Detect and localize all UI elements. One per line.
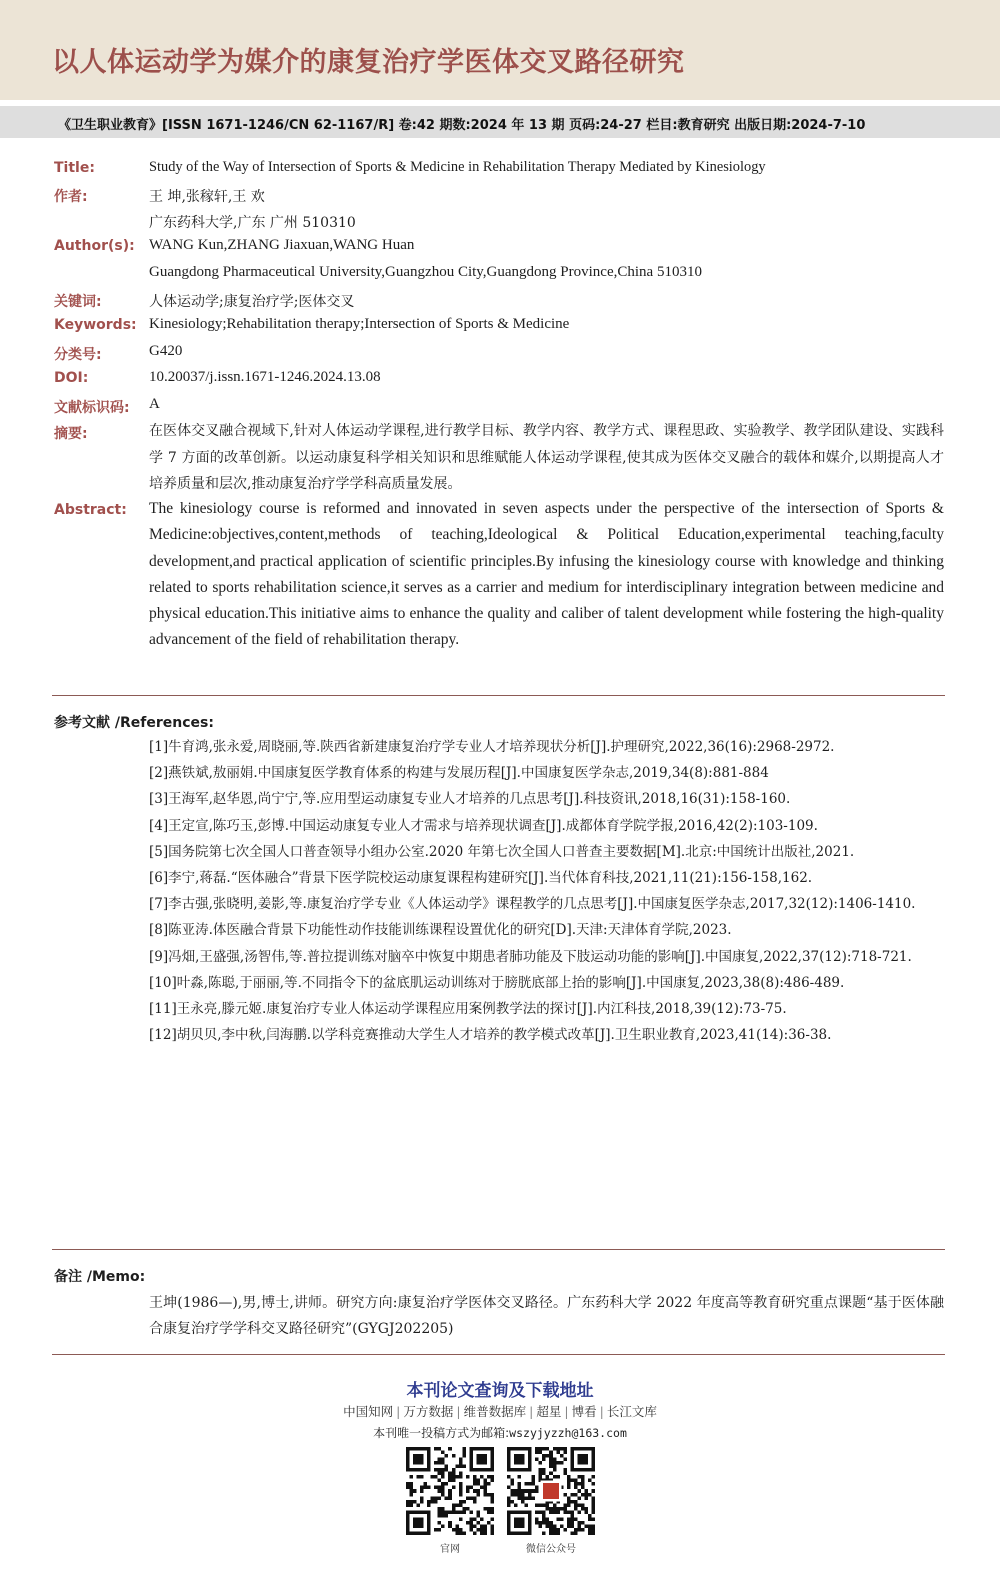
footer-title: 本刊论文查询及下载地址 xyxy=(406,1381,594,1401)
abstract-en-text: The kinesiology course is reformed and innovated in seven aspects under the perspective of the intersection of Sports & Medicine:objectives,content,methods of teaching,Ideological & Political Education,experimental teaching,faculty development,and practical application of scientific principles.By infusing the kinesiology course with knowledge and thinking related to sports rehabilitation science,it serves as a carrier and medium for interdisciplinary integration between medicine and physical education.This initiative aims to enhance the quality and caliber of talent development while fostering the high-quality advancement of the field of rehabilitation therapy. xyxy=(149,500,944,649)
keywords-cn-label: 关键词: xyxy=(54,294,102,310)
abstract-en-label: Abstract: xyxy=(54,502,127,518)
divider-references xyxy=(52,695,945,696)
affiliation-en-value: Guangdong Pharmaceutical University,Guangzhou City,Guangdong Province,China 510310 xyxy=(149,264,702,280)
database-link[interactable]: 超星 xyxy=(536,1404,562,1419)
database-link[interactable]: 万方数据 xyxy=(403,1404,454,1419)
divider-footer xyxy=(52,1354,945,1355)
reference-item: [6]李宁,蒋磊.“医体融合”背景下医学院校运动康复课程构建研究[J].当代体育科技,2021,11(21):156-158,162. xyxy=(149,870,813,887)
database-link[interactable]: 中国知网 xyxy=(343,1404,394,1419)
title-en-label: Title: xyxy=(54,160,95,176)
classification-value: G420 xyxy=(149,343,183,359)
doc-code-label: 文献标识码: xyxy=(54,400,130,416)
reference-item: [9]冯畑,王盛强,汤智伟,等.普拉提训练对脑卒中恢复中期患者肺功能及下肢运动功能的影响[J].中国康复,2022,37(12):718-721. xyxy=(149,948,912,965)
database-separator: | xyxy=(599,1404,604,1419)
email-label: 本刊唯一投稿方式为邮箱: xyxy=(373,1426,510,1440)
authors-cn-label: 作者: xyxy=(54,189,88,205)
page-title: 以人体运动学为媒介的康复治疗学医体交叉路径研究 xyxy=(52,47,685,78)
database-link[interactable]: 维普数据库 xyxy=(463,1404,527,1419)
email-address[interactable]: wszyjyzzh@163.com xyxy=(509,1426,627,1440)
reference-item: [3]王海军,赵华恩,尚宁宁,等.应用型运动康复专业人才培养的几点思考[J].科技资讯,2018,16(31):158-160. xyxy=(149,791,791,808)
journal-meta-line: 《卫生职业教育》[ISSN 1671-1246/CN 62-1167/R] 卷:42 期数:2024 年 13 期 页码:24-27 栏目:教育研究 出版日期:2024-7-10 xyxy=(58,118,866,133)
doi-label: DOI: xyxy=(54,370,89,386)
memo-label: 备注 /Memo: xyxy=(54,1269,146,1285)
qr-caption-website: 官网 xyxy=(440,1544,460,1555)
title-en-value: Study of the Way of Intersection of Sports & Medicine in Rehabilitation Therapy Mediated by Kinesiology xyxy=(149,159,766,175)
divider-memo xyxy=(52,1249,945,1250)
database-link[interactable]: 博看 xyxy=(571,1404,597,1419)
authors-cn-value: 王 坤,张稼轩,王 欢 xyxy=(149,189,265,205)
abstract-cn-label: 摘要: xyxy=(54,426,88,442)
database-link[interactable]: 长江文库 xyxy=(606,1404,657,1419)
classification-label: 分类号: xyxy=(54,347,102,363)
keywords-cn-value: 人体运动学;康复治疗学;医体交叉 xyxy=(149,294,355,310)
reference-item: [8]陈亚涛.体医融合背景下功能性动作技能训练课程设置优化的研究[D].天津:天津体育学院,2023. xyxy=(149,922,732,939)
references-label: 参考文献 /References: xyxy=(54,715,214,731)
journal-meta-band xyxy=(0,106,1000,138)
database-separator: | xyxy=(529,1404,534,1419)
reference-item: [11]王永亮,滕元姬.康复治疗专业人体运动学课程应用案例教学法的探讨[J].内江科技,2018,39(12):73-75. xyxy=(149,1001,787,1018)
authors-en-value: WANG Kun,ZHANG Jiaxuan,WANG Huan xyxy=(149,237,415,253)
reference-item: [5]国务院第七次全国人口普查领导小组办公室.2020 年第七次全国人口普查主要数据[M].北京:中国统计出版社,2021. xyxy=(149,843,855,860)
reference-item: [7]李古强,张晓明,姜影,等.康复治疗学专业《人体运动学》课程教学的几点思考[J].中国康复医学杂志,2017,32(12):1406-1410. xyxy=(149,896,916,913)
authors-en-label: Author(s): xyxy=(54,238,135,254)
qr-code-wechat-icon[interactable] xyxy=(507,1447,595,1535)
reference-item: [1]牛育鸿,张永爱,周晓丽,等.陕西省新建康复治疗学专业人才培养现状分析[J].护理研究,2022,36(16):2968-2972. xyxy=(149,739,835,755)
qr-code-website-icon[interactable] xyxy=(406,1447,494,1535)
qr-caption-wechat: 微信公众号 xyxy=(526,1544,576,1555)
keywords-en-value: Kinesiology;Rehabilitation therapy;Intersection of Sports & Medicine xyxy=(149,316,570,332)
database-separator: | xyxy=(564,1404,569,1419)
reference-item: [10]叶淼,陈聪,于丽丽,等.不同指令下的盆底肌运动训练对于膀胱底部上抬的影响[J].中国康复,2023,38(8):486-489. xyxy=(149,974,845,991)
reference-item: [2]燕铁斌,敖丽娟.中国康复医学教育体系的构建与发展历程[J].中国康复医学杂志,2019,34(8):881-884 xyxy=(149,765,769,782)
reference-item: [12]胡贝贝,李中秋,闫海鹏.以学科竞赛推动大学生人才培养的教学模式改革[J].卫生职业教育,2023,41(14):36-38. xyxy=(149,1027,832,1044)
submission-email-line xyxy=(0,1424,1000,1441)
references-list xyxy=(149,734,939,1048)
doc-code-value: A xyxy=(149,396,160,412)
keywords-en-label: Keywords: xyxy=(54,317,137,333)
affiliation-cn-value: 广东药科大学,广东 广州 510310 xyxy=(149,215,356,231)
reference-item: [4]王定宣,陈巧玉,彭博.中国运动康复专业人才需求与培养现状调查[J].成都体育学院学报,2016,42(2):103-109. xyxy=(149,817,818,834)
doi-value: 10.20037/j.issn.1671-1246.2024.13.08 xyxy=(149,369,381,385)
database-list xyxy=(0,1402,1000,1420)
memo-text: 王坤(1986—),男,博士,讲师。研究方向:康复治疗学医体交叉路径。广东药科大学 2022 年度高等教育研究重点课题“基于医体融合康复治疗学学科交叉路径研究”(GYGJ202205) xyxy=(149,1295,944,1337)
database-separator: | xyxy=(396,1404,401,1419)
title-band xyxy=(0,0,1000,100)
database-separator: | xyxy=(456,1404,461,1419)
abstract-cn-text: 在医体交叉融合视域下,针对人体运动学课程,进行教学目标、教学内容、教学方式、课程思政、实验教学、教学团队建设、实践科学 7 方面的改革创新。以运动康复科学相关知识和思维赋能人体运动学课程,使其成为医体交叉融合的载体和媒介,以期提高人才培养质量和层次,推动康复治疗学学科高质量发展。 xyxy=(149,423,944,492)
